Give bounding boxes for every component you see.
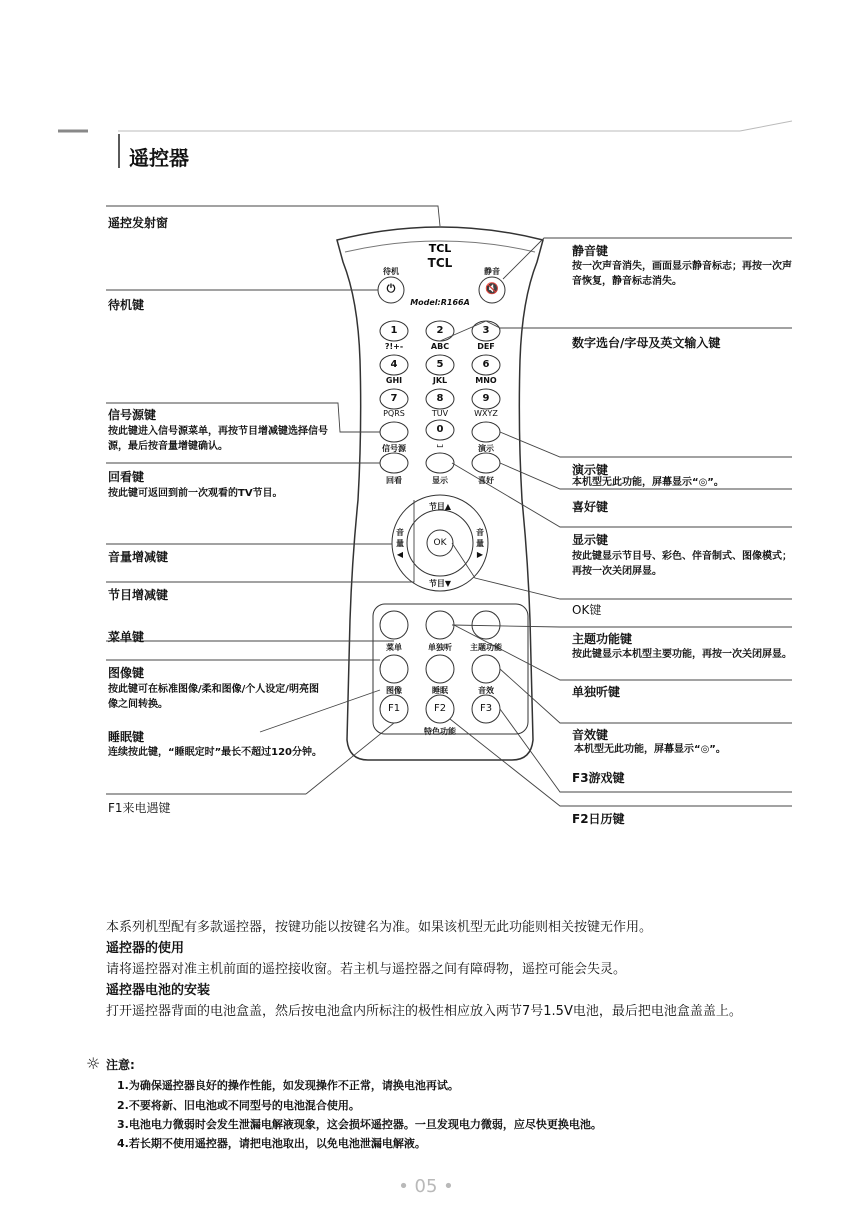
note-item: 4.若长期不使用遥控器，请把电池取出，以免电池泄漏电解液。 [117,1137,426,1150]
sound-button-label: 音效 [478,686,494,695]
prog-down-label: 节目▼ [428,579,452,588]
page-number: • 05 • [398,1176,454,1197]
usage-heading: 遥控器的使用 [106,941,185,956]
battery-paragraph: 打开遥控器背面的电池盒盖，然后按电池盒内所标注的极性相应放入两节7号1.5V电池，最后把电池盒盖盖上。 [106,1004,742,1019]
remote-brand: TCL [427,256,453,270]
demo-button-label: 演示 [478,444,494,453]
callout-display-title: 显示键 [572,533,609,547]
callout-solo: 单独听键 [572,685,621,699]
intro-paragraph: 本系列机型配有多款遥控器，按键功能以按键名为准。如果该机型无此功能则相关按键无作用。 [106,920,653,935]
digit-1-sub: ?!+- [384,342,404,351]
callout-digits: 数字选台/字母及英文输入键 [572,336,721,350]
callout-display-desc: 按此键显示节目号、彩色、伴音制式、图像模式；再按一次关闭屏显。 [572,551,792,577]
solo-button-label: 单独听 [428,643,452,652]
callout-theme-desc: 按此键显示本机型主要功能，再按一次关闭屏显。 [572,649,792,660]
callout-f3: F3游戏键 [572,771,625,785]
digit-9[interactable]: 9 [482,393,490,404]
digit-4[interactable]: 4 [390,359,398,370]
callout-standby: 待机键 [108,298,145,312]
special-function-label: 特色功能 [424,727,456,736]
callout-demo-desc: 本机型无此功能，屏幕显示“◎”。 [572,477,724,488]
callout-program: 节目增减键 [108,588,169,602]
callout-picture-title: 图像键 [108,666,145,680]
digit-2[interactable]: 2 [436,325,444,336]
digit-6[interactable]: 6 [482,359,490,370]
callout-favorite: 喜好键 [572,500,609,514]
callout-sound-title: 音效键 [572,728,609,742]
callout-sleep-desc: 连续按此键，“睡眠定时”最长不超过120分钟。 [108,747,323,758]
callout-recall-title: 回看键 [108,470,145,484]
note-item: 1.为确保遥控器良好的操作性能，如发现操作不正常，请换电池再试。 [117,1079,459,1092]
f2-button[interactable]: F2 [433,703,447,714]
callout-mute-desc: 按一次声音消失，画面显示静音标志；再按一次声音恢复，静音标志消失。 [572,261,792,287]
vol-right-label: 音量▶ [476,528,484,559]
mute-icon: 🔇 [485,282,499,295]
callout-f1: F1来电遇键 [108,801,171,815]
digit-8-sub: TUV [431,409,449,418]
digit-3-sub: DEF [477,342,495,351]
callout-volume: 音量增减键 [108,550,169,564]
picture-button-label: 图像 [386,686,402,695]
digit-7-sub: PQRS [383,409,405,418]
callout-sound-desc: 本机型无此功能，屏幕显示“◎”。 [574,744,726,755]
source-button-label: 信号源 [382,444,406,453]
callout-source-title: 信号源键 [108,408,157,422]
callout-f2: F2日历键 [572,812,625,826]
favorite-button-label: 喜好 [478,476,494,485]
callout-emitter: 遥控发射窗 [108,216,169,230]
prog-up-label: 节目▲ [428,502,452,511]
vol-left-label: 音量◀ [396,528,404,559]
digit-3[interactable]: 3 [482,325,490,336]
theme-button-label: 主题功能 [470,643,502,652]
ok-button-label[interactable]: OK [433,538,447,548]
digit-0[interactable]: 0 [436,424,444,435]
digit-5[interactable]: 5 [436,359,444,370]
callout-source-desc: 按此键进入信号源菜单，再按节目增减键选择信号源，最后按音量增键确认。 [108,426,328,452]
callout-ok: OK键 [572,603,602,617]
digit-5-sub: JKL [432,376,448,385]
svg-text:TCL: TCL [428,242,452,255]
callout-menu: 菜单键 [108,630,145,644]
power-icon: ⏻ [386,282,396,295]
digit-4-sub: GHI [385,376,403,385]
note-item: 3.电池电力微弱时会发生泄漏电解液现象，这会损坏遥控器。一旦发现电力微弱，应尽快更换电池。 [117,1118,602,1131]
display-button-label: 显示 [432,476,448,485]
callout-theme-title: 主题功能键 [572,632,633,646]
callout-demo-title: 演示键 [572,463,609,477]
callout-recall-desc: 按此键可返回到前一次观看的TV节目。 [108,488,283,499]
digit-1[interactable]: 1 [390,325,398,336]
callout-picture-desc: 按此键可在标准图像/柔和图像/个人设定/明亮图像之间转换。 [108,684,319,710]
note-item: 2.不要将新、旧电池或不同型号的电池混合使用。 [117,1099,360,1112]
lightbulb-icon: ☼ [86,1054,101,1073]
digit-2-sub: ABC [430,342,450,351]
remote-model: Model:R166A [410,298,470,307]
sleep-button-label: 睡眠 [432,686,448,695]
digit-8[interactable]: 8 [436,393,444,404]
standby-button-label: 待机 [383,267,399,276]
notes-title: 注意: [106,1058,135,1072]
digit-6-sub: MNO [475,376,497,385]
f1-button[interactable]: F1 [387,703,401,714]
battery-heading: 遥控器电池的安装 [106,983,211,998]
digit-7[interactable]: 7 [390,393,398,404]
usage-paragraph: 请将遥控器对准主机前面的遥控接收窗。若主机与遥控器之间有障碍物，遥控可能会失灵。 [106,962,627,977]
digit-0-sub: ⌴ [436,440,444,449]
callout-mute-title: 静音键 [572,244,609,258]
menu-button-label: 菜单 [386,643,402,652]
page-title: 遥控器 [129,146,189,170]
callout-sleep-title: 睡眠键 [108,730,145,744]
digit-9-sub: WXYZ [474,409,498,418]
f3-button[interactable]: F3 [479,703,493,714]
mute-button-label: 静音 [484,267,500,276]
recall-button-label: 回看 [386,476,402,485]
